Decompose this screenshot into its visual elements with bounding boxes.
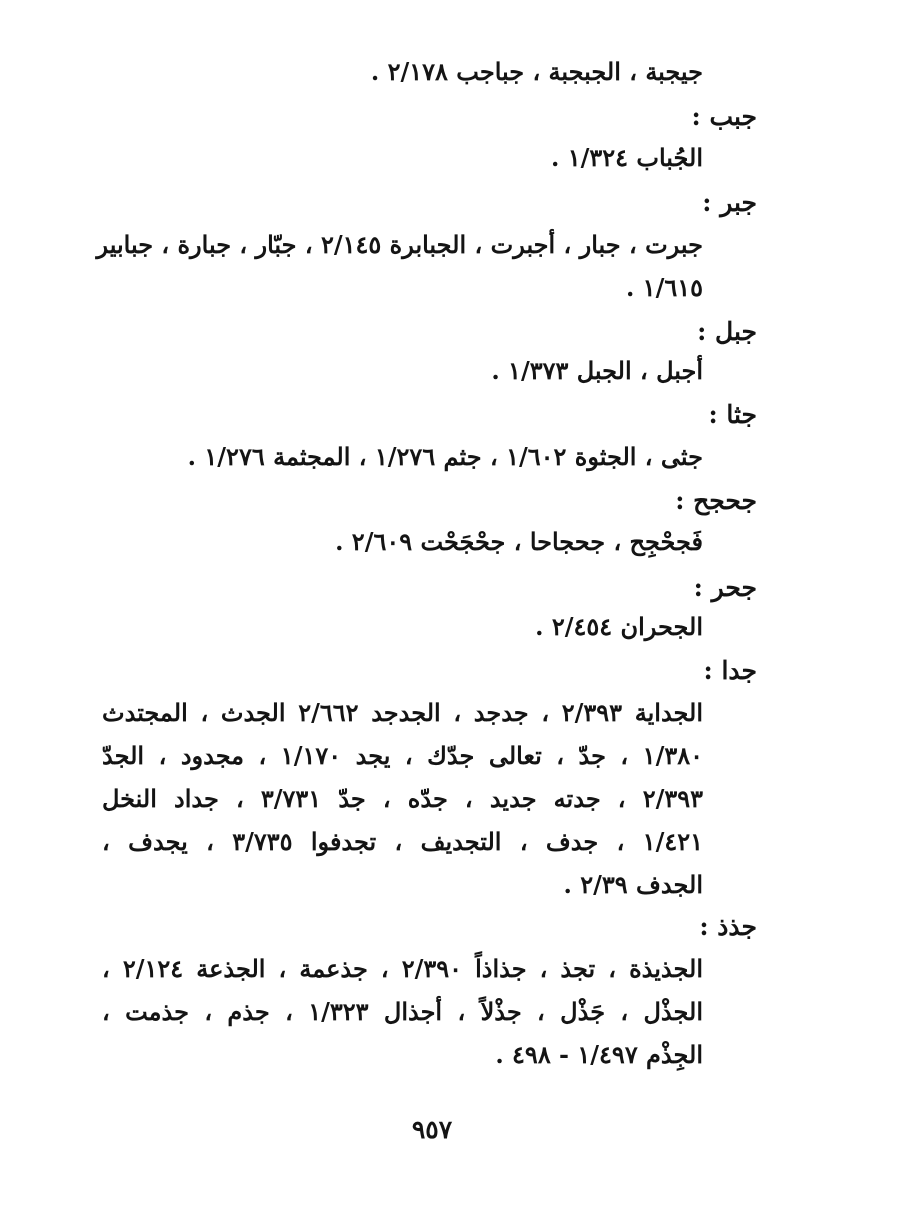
entry-line: جثى ، الجثوة ١/٦٠٢ ، جثم ١/٢٧٦ ، المجثمة ١/٢٧٦ . <box>187 442 703 471</box>
entry-line: الجحران ٢/٤٥٤ . <box>535 612 703 641</box>
entry-line: الجُباب ١/٣٢٤ . <box>550 143 703 172</box>
entry-line: جبرت ، جبار ، أجبرت ، الجبابرة ٢/١٤٥ ، جبّار ، جبارة ، جبابير <box>96 230 703 259</box>
entry-line: فَجحْجِح ، جحجاحا ، جحْجَحْت ٢/٦٠٩ . <box>335 527 703 556</box>
entry-line: الجِذْم ١/٤٩٧ - ٤٩٨ . <box>495 1040 703 1069</box>
entry-line: ١/٦١٥ . <box>625 273 703 302</box>
page-number: ٩٥٧ <box>411 1115 453 1144</box>
root-heading: جحجح : <box>675 486 757 515</box>
root-heading: جذذ : <box>699 912 757 941</box>
entry-line: ٢/٣٩٣ ، جدته جديد ، جدّه ، جدّ ٣/٧٣١ ، جداد النخل <box>102 784 704 813</box>
entry-line: الجذيذة ، تجذ ، جذاذاً ٢/٣٩٠ ، جذعمة ، الجذعة ٢/١٢٤ ، <box>102 954 703 983</box>
root-heading: جدا : <box>703 656 757 685</box>
entry-line: الجدف ٢/٣٩ . <box>563 870 703 899</box>
entry-line: ١/٤٢١ ، جدف ، التجديف ، تجدفوا ٣/٧٣٥ ، يجدف ، <box>102 827 703 856</box>
entry-line: ١/٣٨٠ ، جدّ ، تعالى جدّك ، يجد ١/١٧٠ ، مجدود ، الجدّ <box>102 741 703 770</box>
root-heading: جثا : <box>708 400 757 429</box>
root-heading: جبب : <box>691 102 757 131</box>
entry-line: الجذْل ، جَذْل ، جذْلاً ، أجذال ١/٣٢٣ ، جذم ، جذمت ، <box>102 997 704 1026</box>
entry-line: الجداية ٢/٣٩٣ ، جدجد ، الجدجد ٢/٦٦٢ الجدث ، المجتدث <box>102 698 704 727</box>
root-heading: جبر : <box>702 188 757 217</box>
root-heading: جبل : <box>697 317 757 346</box>
entry-line: أجبل ، الجبل ١/٣٧٣ . <box>491 356 703 385</box>
entry-line: جيجبة ، الجبجبة ، جباجب ٢/١٧٨ . <box>370 57 703 86</box>
root-heading: جحر : <box>693 573 757 602</box>
